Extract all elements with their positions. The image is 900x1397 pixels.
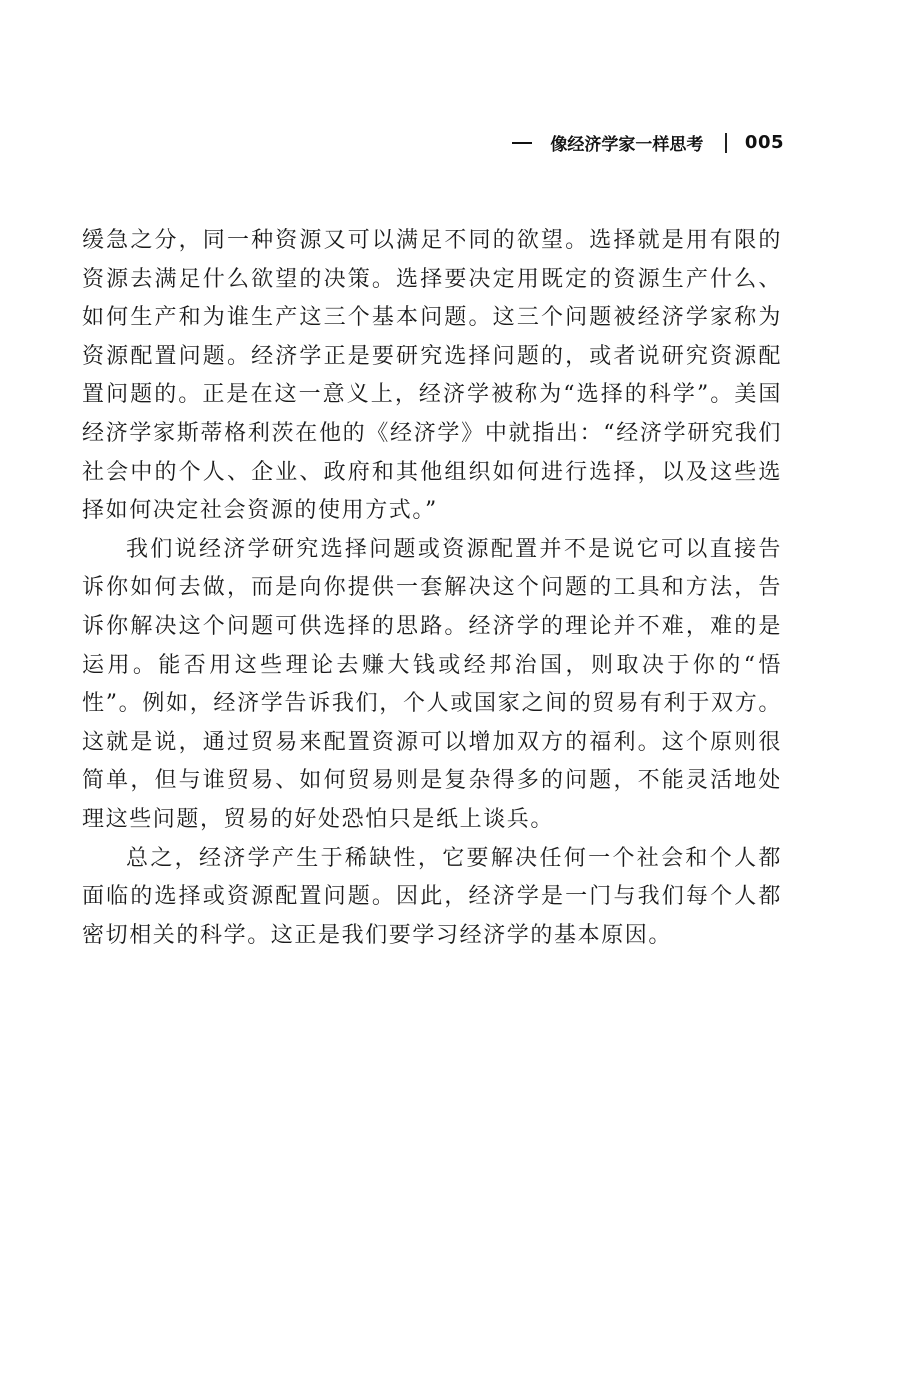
chapter-title: 像经济学家一样思考 (550, 135, 704, 155)
paragraph: 我们说经济学研究选择问题或资源配置并不是说它可以直接告诉你如何去做，而是向你提供一套解决这个问题的工具和方法，告诉你解决这个问题可供选择的思路。经济学的理论并不难，难的是运用。能否用这些理论去赚大钱或经邦治国，则取决于你的“悟性”。例如，经济学告诉我们，个人或国家之间的贸易有利于双方。这就是说，通过贸易来配置资源可以增加双方的福利。这个原则很简单，但与谁贸易、如何贸易则是复杂得多的问题，不能灵活地处理这些问题，贸易的好处恐怕只是纸上谈兵。 (82, 536, 782, 832)
chapter-dash (512, 142, 532, 144)
paragraph-continued: 缓急之分，同一种资源又可以满足不同的欲望。选择就是用有限的资源去满足什么欲望的决策。选择要决定用既定的资源生产什么、如何生产和为谁生产这三个基本问题。这三个问题被经济学家称为资源配置问题。经济学正是要研究选择问题的，或者说研究资源配置问题的。正是在这一意义上，经济学被称为“选择的科学”。美国经济学家斯蒂格利茨在他的《经济学》中就指出：“经济学研究我们社会中的个人、企业、政府和其他组织如何进行选择，以及这些选择如何决定社会资源的使用方式。” (82, 228, 782, 524)
running-header (512, 130, 784, 155)
body-text (82, 222, 782, 955)
header-separator (725, 133, 727, 153)
page-number: 005 (744, 132, 784, 153)
paragraph: 总之，经济学产生于稀缺性，它要解决任何一个社会和个人都面临的选择或资源配置问题。因此，经济学是一门与我们每个人都密切相关的科学。这正是我们要学习经济学的基本原因。 (82, 845, 782, 948)
